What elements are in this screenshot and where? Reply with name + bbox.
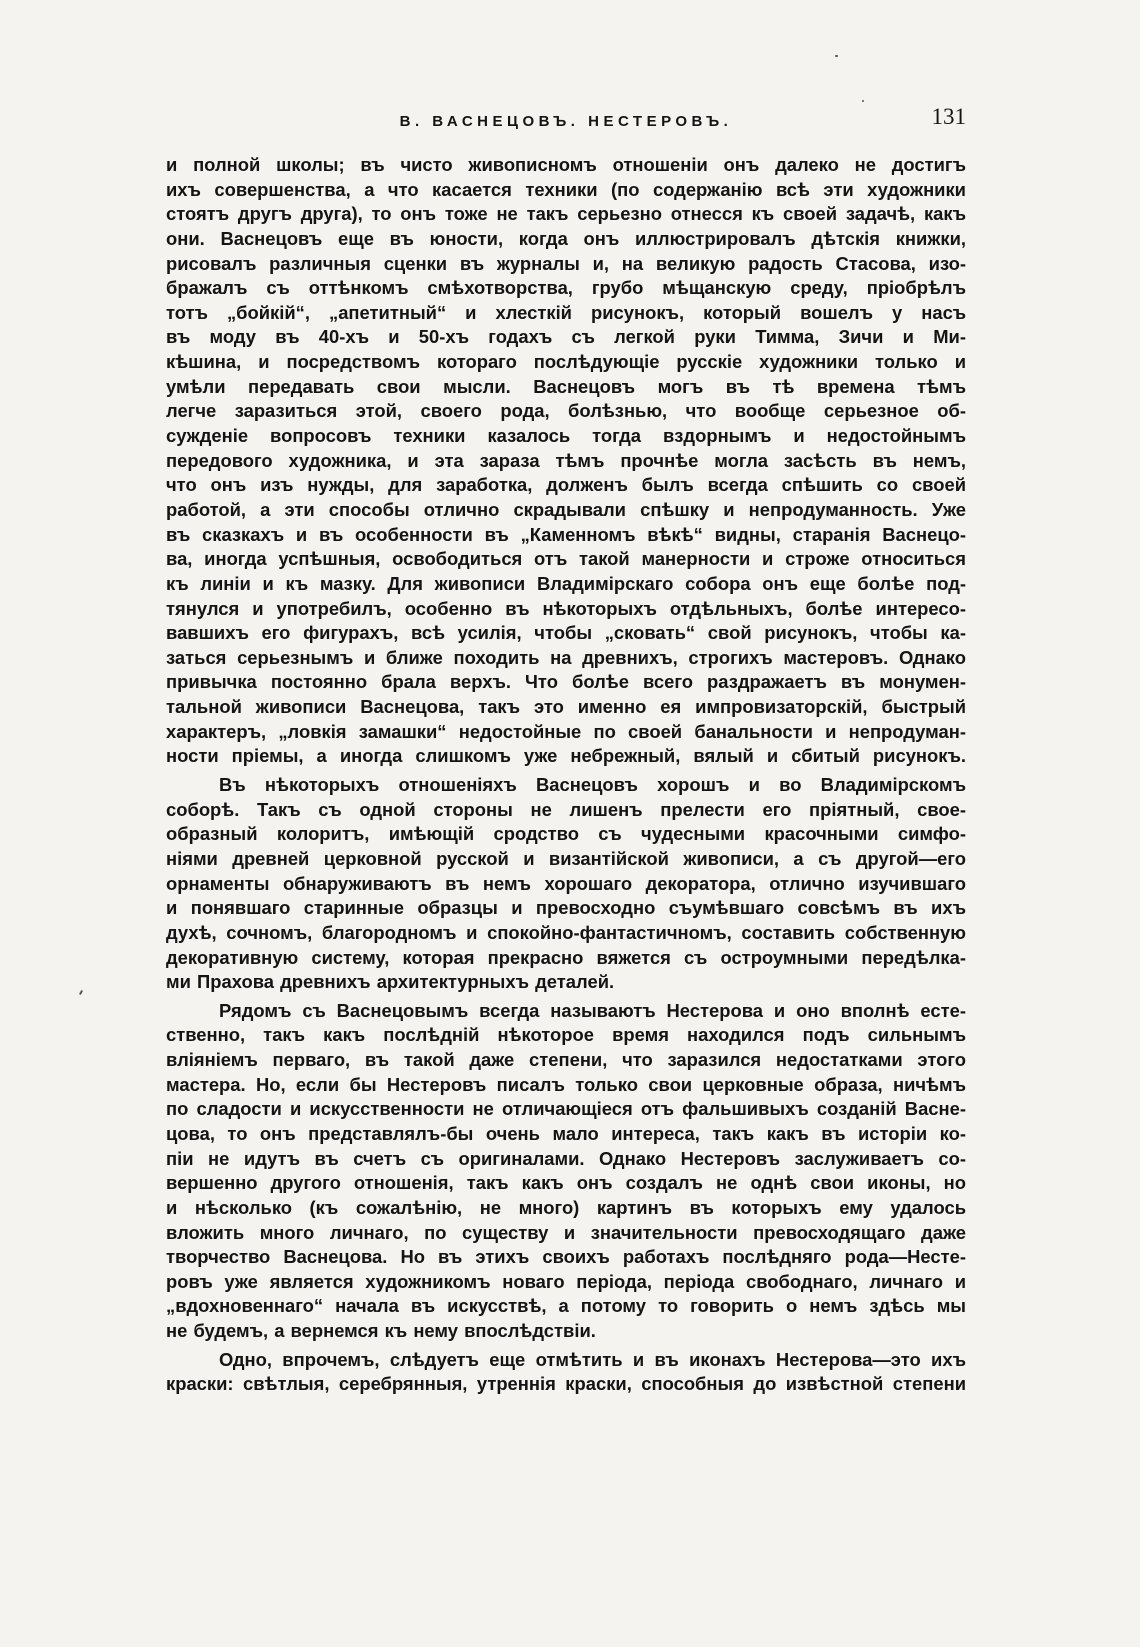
running-header — [166, 104, 966, 138]
text-line: не будемъ, а вернемся къ нему впослѣдствіи. — [166, 1320, 596, 1342]
text-line: соборѣ. Такъ съ одной стороны не лишенъ прелести его пріятный, свое- — [166, 798, 966, 820]
text-line: декоративную систему, которая прекрасно вяжется съ остроумными передѣлка- — [166, 946, 966, 968]
text-line: по сладости и искусственности не отличающіеся отъ фальшивыхъ созданій Васне- — [166, 1098, 966, 1120]
text-line: и нѣсколько (къ сожалѣнію, не много) картинъ въ которыхъ ему удалось — [166, 1196, 966, 1218]
text-line: ми Прахова древнихъ архитектурныхъ деталей. — [166, 971, 615, 993]
text-line: орнаменты обнаруживаютъ въ немъ хорошаго декоратора, отлично изучившаго — [166, 872, 966, 894]
body-text — [166, 153, 966, 1397]
text-line: въ сказкахъ и въ особенности въ „Каменномъ вѣкѣ“ видны, старанія Васнецо- — [166, 523, 966, 545]
text-line: и полной школы; въ чисто живописномъ отношеніи онъ далеко не достигъ — [166, 154, 966, 175]
text-line: передового художника, и эта зараза тѣмъ прочнѣе могла засѣсть въ немъ, — [166, 449, 966, 471]
text-line: Рядомъ съ Васнецовымъ всегда называютъ Нестерова и оно вполнѣ есте- — [219, 999, 966, 1021]
text-line: кѣшина, и посредствомъ котораго послѣдующіе русскіе художники только и — [166, 351, 966, 373]
text-line: тальной живописи Васнецова, такъ это именно ея импровизаторскій, быстрый — [166, 696, 966, 718]
page-number: 131 — [931, 104, 966, 129]
text-line: они. Васнецовъ еще въ юности, когда онъ иллюстрировалъ дѣтскія книжки, — [166, 227, 966, 249]
text-line: вліяніемъ перваго, въ такой даже степени, что заразился недостатками этого — [166, 1049, 966, 1071]
text-line: заться серьезнымъ и ближе походить на древнихъ, строгихъ мастеровъ. Однако — [166, 646, 966, 668]
text-line: ственно, такъ какъ послѣдній нѣкоторое время находился подъ сильнымъ — [166, 1024, 966, 1046]
text-line: образный колоритъ, имѣющій сродство съ чудесными красочными симфо- — [166, 823, 966, 845]
text-line: цова, то онъ представлялъ-бы очень мало интереса, такъ какъ въ исторіи ко- — [166, 1122, 966, 1144]
text-line: творчество Васнецова. Но въ этихъ своихъ работахъ послѣдняго рода—Несте- — [166, 1246, 966, 1268]
text-line: работой, а эти способы отлично скрадывали спѣшку и непродуманность. Уже — [166, 498, 966, 520]
text-line: вершенно другого отношенія, такъ какъ онъ создалъ не однѣ свои иконы, но — [166, 1172, 966, 1194]
text-line: что онъ изъ нужды, для заработка, долженъ былъ всегда спѣшить со своей — [166, 474, 966, 496]
text-line: къ линіи и къ мазку. Для живописи Владимірскаго собора онъ еще болѣе под- — [166, 572, 966, 594]
text-line: ихъ совершенства, а что касается техники (по содержанію всѣ эти художники — [166, 178, 966, 200]
text-line: въ моду въ 40-хъ и 50-хъ годахъ съ легкой руки Тимма, Зичи и Ми- — [166, 326, 966, 348]
text-line: легче заразиться этой, своего рода, болѣзнью, что вообще серьезное об- — [166, 400, 966, 422]
text-line: ва, иногда успѣшныя, освободиться отъ такой манерности и строже относиться — [166, 548, 966, 570]
text-line: умѣли передавать свои мысли. Васнецовъ могъ въ тѣ времена тѣмъ — [166, 375, 966, 397]
text-line: вложить много личнаго, по существу и значительности превосходящаго даже — [166, 1221, 966, 1243]
text-line: Въ нѣкоторыхъ отношеніяхъ Васнецовъ хорошъ и во Владимірскомъ — [219, 774, 966, 796]
text-line: ровъ уже является художникомъ новаго періода, періода свободнаго, личнаго и — [166, 1270, 966, 1292]
text-line: вавшихъ его фигурахъ, всѣ усилія, чтобы „сковать“ свой рисунокъ, чтобы ка- — [166, 622, 966, 644]
text-line: стоятъ другъ друга), то онъ тоже не такъ серьезно отнесся къ своей задачѣ, какъ — [166, 203, 966, 225]
text-line: сужденіе вопросовъ техники казалось тогда вздорнымъ и недостойнымъ — [166, 425, 966, 447]
text-line: мастера. Но, если бы Нестеровъ писалъ только свои церковные образа, ничѣмъ — [166, 1073, 966, 1095]
text-line: и понявшаго старинные образцы и превосходно съумѣвшаго совсѣмъ въ ихъ — [166, 897, 966, 919]
text-line: тотъ „бойкій“, „апетитный“ и хлесткій рисунокъ, который вошелъ у насъ — [166, 301, 966, 323]
text-line: духѣ, сочномъ, благородномъ и спокойно-фантастичномъ, составить собственную — [166, 921, 966, 943]
text-line: привычка постоянно брала верхъ. Что болѣе всего раздражаетъ въ монумен- — [166, 671, 966, 693]
scan-speck — [835, 55, 838, 57]
running-title: В. ВАСНЕЦОВЪ. НЕСТЕРОВЪ. — [399, 113, 733, 130]
text-line: тянулся и употребилъ, особенно въ нѣкоторыхъ отдѣльныхъ, болѣе интересо- — [166, 597, 966, 619]
scan-speck — [862, 100, 864, 102]
text-line: ности пріемы, а иногда слишкомъ уже небрежный, вялый и сбитый рисунокъ. — [166, 745, 966, 767]
text-line: рисовалъ различныя сценки въ журналы и, на великую радость Стасова, изо- — [166, 252, 966, 274]
scan-speck — [79, 990, 83, 995]
text-line: характеръ, „ловкія замашки“ недостойные по своей банальности и непродуман- — [166, 720, 966, 742]
text-line: бражалъ съ оттѣнкомъ смѣхотворства, грубо мѣщанскую среду, пріобрѣлъ — [166, 277, 966, 299]
text-line: ніями древней церковной русской и византійской живописи, а съ другой—его — [166, 847, 966, 869]
text-line: Одно, впрочемъ, слѣдуетъ еще отмѣтить и въ иконахъ Нестерова—это ихъ — [219, 1348, 966, 1370]
text-line: краски: свѣтлыя, серебрянныя, утреннія краски, способныя до извѣстной степени — [166, 1373, 966, 1395]
text-line: піи не идутъ въ счетъ съ оригиналами. Однако Нестеровъ заслуживаетъ со- — [166, 1147, 966, 1169]
text-line: „вдохновеннаго“ начала въ искусствѣ, а потому то говорить о немъ здѣсь мы — [166, 1295, 966, 1317]
